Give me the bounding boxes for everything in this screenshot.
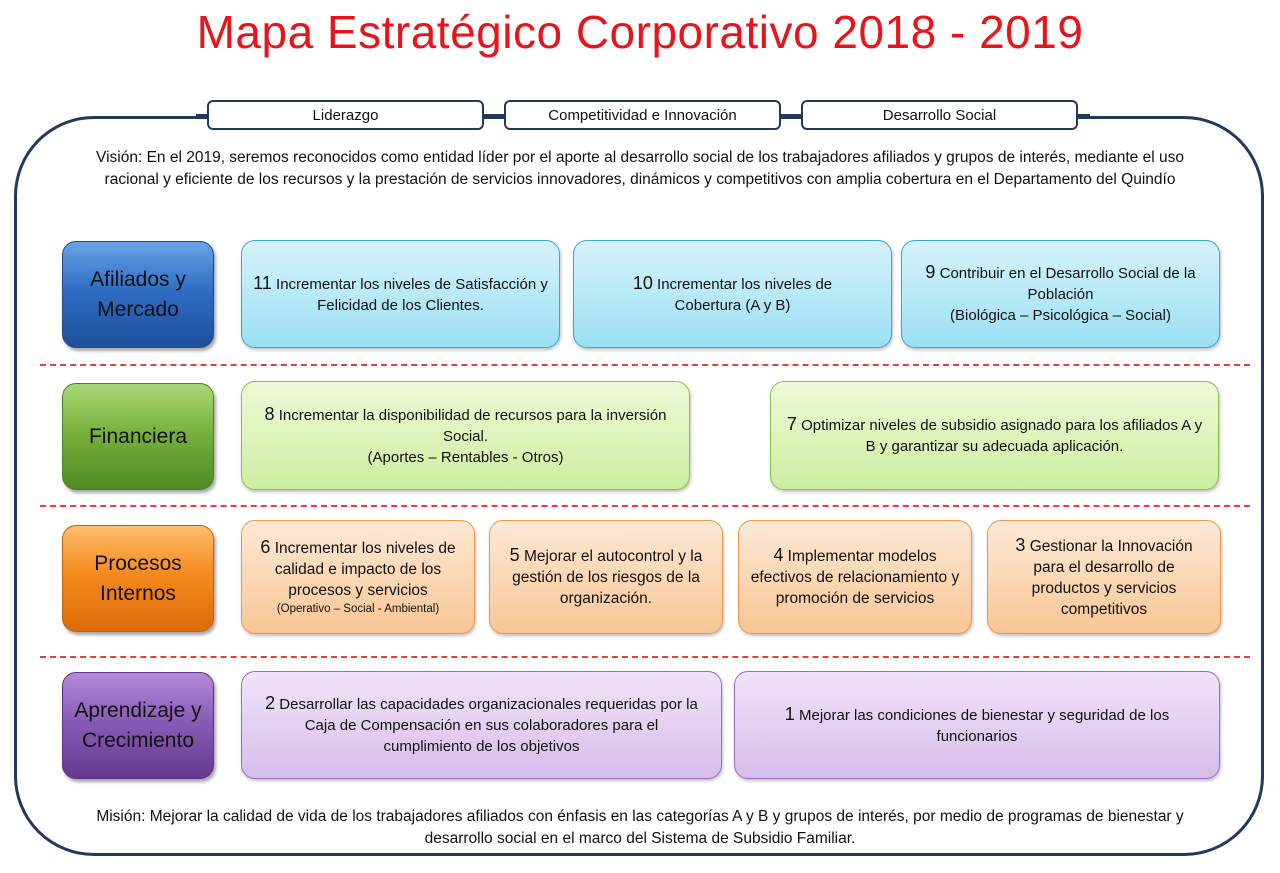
objective-2 — [241, 671, 722, 779]
objective-number: 7 — [786, 414, 797, 434]
perspective-label: Afiliados y — [90, 267, 186, 291]
objective-note: (Biológica – Psicológica – Social) — [950, 307, 1171, 324]
objective-1 — [734, 671, 1220, 779]
objective-8 — [241, 381, 690, 490]
objective-note: (Aportes – Rentables - Otros) — [367, 448, 564, 466]
perspective-label: Aprendizaje y — [74, 698, 202, 722]
objective-text: Incrementar la disponibilidad de recursos para la inversión Social. — [278, 406, 667, 445]
objective-11 — [241, 240, 560, 348]
objective-number: 4 — [773, 545, 784, 565]
objective-7 — [770, 381, 1219, 490]
tag-desarrollo-social: Desarrollo Social — [801, 100, 1078, 130]
perspective-divider — [40, 505, 1250, 507]
objective-number: 2 — [265, 693, 276, 713]
objective-number: 9 — [925, 262, 936, 282]
objective-text: Implementar modelos efectivos de relacionamiento y promoción de servicios — [750, 548, 960, 607]
perspective-afiliados-mercado — [62, 241, 214, 348]
perspective-label: Internos — [100, 581, 176, 605]
objective-9 — [901, 240, 1220, 348]
objective-3 — [987, 520, 1221, 634]
objective-4 — [738, 520, 972, 634]
vision-statement: Visión: En el 2019, seremos reconocidos como entidad líder por el aporte al desarrollo social de los trabajadores afiliados y grupos de interés, mediante el uso racional y eficiente de los recursos y la prestación de servicios innovadores, dinámicos y competitivos con amplia cobertura en el Departamento del Quindío — [96, 149, 1184, 188]
tag-connector — [779, 114, 803, 116]
tag-liderazgo: Liderazgo — [207, 100, 484, 130]
objective-number: 5 — [509, 545, 520, 565]
tag-connector — [1076, 114, 1090, 116]
tag-competitividad: Competitividad e Innovación — [504, 100, 781, 130]
objective-number: 3 — [1015, 534, 1026, 555]
objective-10 — [573, 240, 892, 348]
objective-note: (Operativo – Social - Ambiental) — [276, 603, 440, 615]
objective-text: Contribuir en el Desarrollo Social de la Población — [939, 265, 1196, 303]
perspective-label: Mercado — [97, 297, 179, 321]
objective-number: 1 — [784, 703, 795, 724]
perspective-procesos-internos — [62, 525, 214, 632]
objective-6 — [241, 520, 475, 634]
objective-number: 8 — [264, 403, 275, 424]
objective-text: Gestionar la Innovación para el desarrollo de productos y servicios competitivos — [1029, 537, 1193, 618]
tag-connector — [482, 114, 506, 116]
perspective-label: Crecimiento — [81, 728, 195, 752]
objective-text: Mejorar las condiciones de bienestar y seguridad de los funcionarios — [798, 706, 1170, 745]
objective-text: Incrementar los niveles de Satisfacción y Felicidad de los Clientes. — [276, 275, 548, 314]
objective-number: 10 — [632, 272, 653, 293]
perspective-label: Procesos — [94, 551, 182, 575]
perspective-divider — [40, 364, 1250, 366]
objective-number: 11 — [253, 272, 272, 293]
perspective-divider — [40, 656, 1250, 658]
perspective-label: Financiera — [88, 424, 188, 448]
objective-text: Mejorar el autocontrol y la gestión de los riesgos de la organización. — [512, 548, 703, 607]
objective-text: Optimizar niveles de subsidio asignado para los afiliados A y B y garantizar su adecuada aplicación. — [801, 417, 1203, 455]
objective-text: Desarrollar las capacidades organizacionales requeridas por la Caja de Compensación en sus colaboradores para el cumplimiento de los objetivos — [279, 696, 698, 755]
page-title: Mapa Estratégico Corporativo 2018 - 2019 — [196, 6, 1084, 58]
mission-statement: Misión: Mejorar la calidad de vida de los trabajadores afiliados con énfasis en las categorías A y B y grupos de interés, por medio de programas de bienestar y desarrollo social en el marco del Sistema de Subsidio Familiar. — [96, 808, 1184, 847]
objective-text: Incrementar los niveles de Cobertura (A y B) — [657, 275, 833, 314]
objective-text: Incrementar los niveles de calidad e impacto de los procesos y servicios — [274, 540, 456, 599]
objective-5 — [489, 520, 723, 634]
objective-number: 6 — [260, 537, 271, 557]
perspective-aprendizaje-crecimiento — [62, 672, 214, 779]
perspective-financiera — [62, 383, 214, 490]
